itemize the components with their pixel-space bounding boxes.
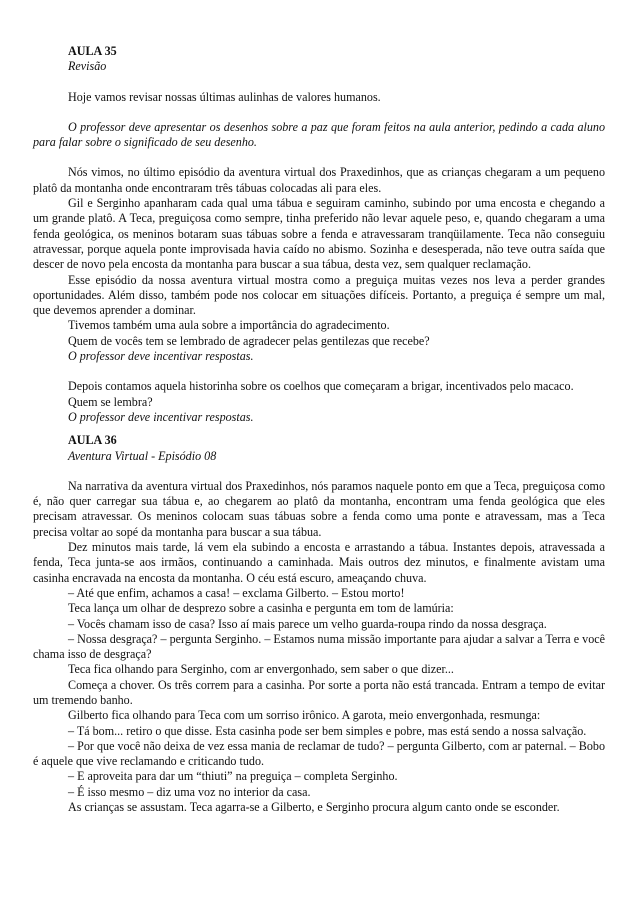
aula36-dialogue-line: – E aproveita para dar um “thiuti” na preguiça – completa Serginho. <box>68 769 398 784</box>
aula36-paragraph: Começa a chover. Os três correm para a casinha. Por sorte a porta não está trancada. Entram a tempo de evitar um tremendo banho. <box>33 677 605 707</box>
aula35-paragraph-1: Nós vimos, no último episódio da aventura virtual dos Praxedinhos, que as crianças chegaram a um pequeno platô da montanha onde encontraram três tábuas colocadas ali para eles. <box>33 165 605 195</box>
aula36-dialogue-line: – Por que você não deixa de vez essa mania de reclamar de tudo? – pergunta Gilberto, com ar paternal. – Bobo é aquele que vive reclamando e criticando tudo. <box>33 738 605 769</box>
aula35-paragraph-2: Gil e Serginho apanharam cada qual uma tábua e seguiram caminho, subindo por uma encosta e chegando a um grande platô. A Teca, preguiçosa como sempre, tinha preferido não levar aquele peso, e, quando chegaram a uma fenda geológica, os meninos botaram suas tábuas sobre a fenda e atravessaram tranqüilamente. Teca não conseguiu atravessar, porque aquela ponte improvisada havia caído no abismo. Sozinha e desesperada, não teve outra saída que descer de novo pela encosta da montanha para buscar a sua tábua, desta vez, sem qualquer reclamação. <box>33 196 605 272</box>
aula35-instruction-3: O professor deve incentivar respostas. <box>68 409 254 424</box>
aula36-dialogue-line: – Tá bom... retiro o que disse. Esta casinha pode ser bem simples e pobre, mas está sendo a nossa salvação. <box>68 723 587 738</box>
aula35-question-1: Quem de vocês tem se lembrado de agradecer pelas gentilezas que recebe? <box>68 333 430 348</box>
aula36-dialogue-line: – Nossa desgraça? – pergunta Serginho. – Estamos numa missão importante para ajudar a salvar a Terra e você chama isso de desgraça? <box>33 631 605 662</box>
aula35-instruction-1: O professor deve apresentar os desenhos sobre a paz que foram feitos na aula anterior, pedindo a cada aluno para falar sobre o significado de seu desenho. <box>33 119 605 150</box>
aula36-dialogue-line: – Até que enfim, achamos a casa! – exclama Gilberto. – Estou morto! <box>68 585 405 600</box>
aula35-paragraph-4: Tivemos também uma aula sobre a importância do agradecimento. <box>68 318 390 333</box>
aula36-dialogue-line: – É isso mesmo – diz uma voz no interior da casa. <box>68 784 311 799</box>
aula36-subtitle: Aventura Virtual - Episódio 08 <box>68 448 217 463</box>
aula35-paragraph-5: Depois contamos aquela historinha sobre os coelhos que começaram a brigar, incentivados pelo macaco. <box>68 379 574 394</box>
document-body <box>33 44 605 815</box>
aula35-question-2: Quem se lembra? <box>68 394 153 409</box>
aula36-paragraph: Dez minutos mais tarde, lá vem ela subindo a encosta e arrastando a tábua. Instantes depois, atravessada a fenda, Teca junta-se aos irmãos, continuando a caminhada. Mais outros dez minutos, e finalmente avistam uma casinha encravada na encosta da montanha. O céu está escuro, ameaçando chuva. <box>33 540 605 585</box>
aula36-paragraph: Teca lança um olhar de desprezo sobre a casinha e pergunta em tom de lamúria: <box>68 601 454 616</box>
aula36-paragraph: Teca fica olhando para Serginho, com ar envergonhado, sem saber o que dizer... <box>68 662 454 677</box>
aula36-paragraph: Na narrativa da aventura virtual dos Praxedinhos, nós paramos naquele ponto em que a Teca, preguiçosa como é, não quer carregar sua tábua e, ao chegarem ao platô da montanha, encontram uma fenda geológica que eles precisam atravessar. Os meninos colocam suas tábuas sobre a fenda como uma ponte e atravessam, mas a Teca precisa voltar ao sopé da montanha para buscar a sua tábua. <box>33 478 605 539</box>
aula35-heading: AULA 35 <box>68 44 117 58</box>
aula36-dialogue-line: – Vocês chamam isso de casa? Isso aí mais parece um velho guarda-roupa rindo da nossa desgraça. <box>68 616 547 631</box>
aula36-paragraph: Gilberto fica olhando para Teca com um sorriso irônico. A garota, meio envergonhada, resmunga: <box>68 708 541 723</box>
aula35-subtitle: Revisão <box>68 59 107 74</box>
aula35-instruction-2: O professor deve incentivar respostas. <box>68 349 254 364</box>
aula36-heading: AULA 36 <box>68 433 117 448</box>
aula36-paragraph: As crianças se assustam. Teca agarra-se a Gilberto, e Serginho procura algum canto onde se esconder. <box>68 800 560 815</box>
aula35-paragraph-3: Esse episódio da nossa aventura virtual mostra como a preguiça muitas vezes nos leva a perder grandes oportunidades. Além disso, também pode nos colocar em situações difíceis. Portanto, a preguiça é sempre um mal, que devemos aprender a dominar. <box>33 272 605 318</box>
aula35-intro: Hoje vamos revisar nossas últimas aulinhas de valores humanos. <box>68 89 381 104</box>
